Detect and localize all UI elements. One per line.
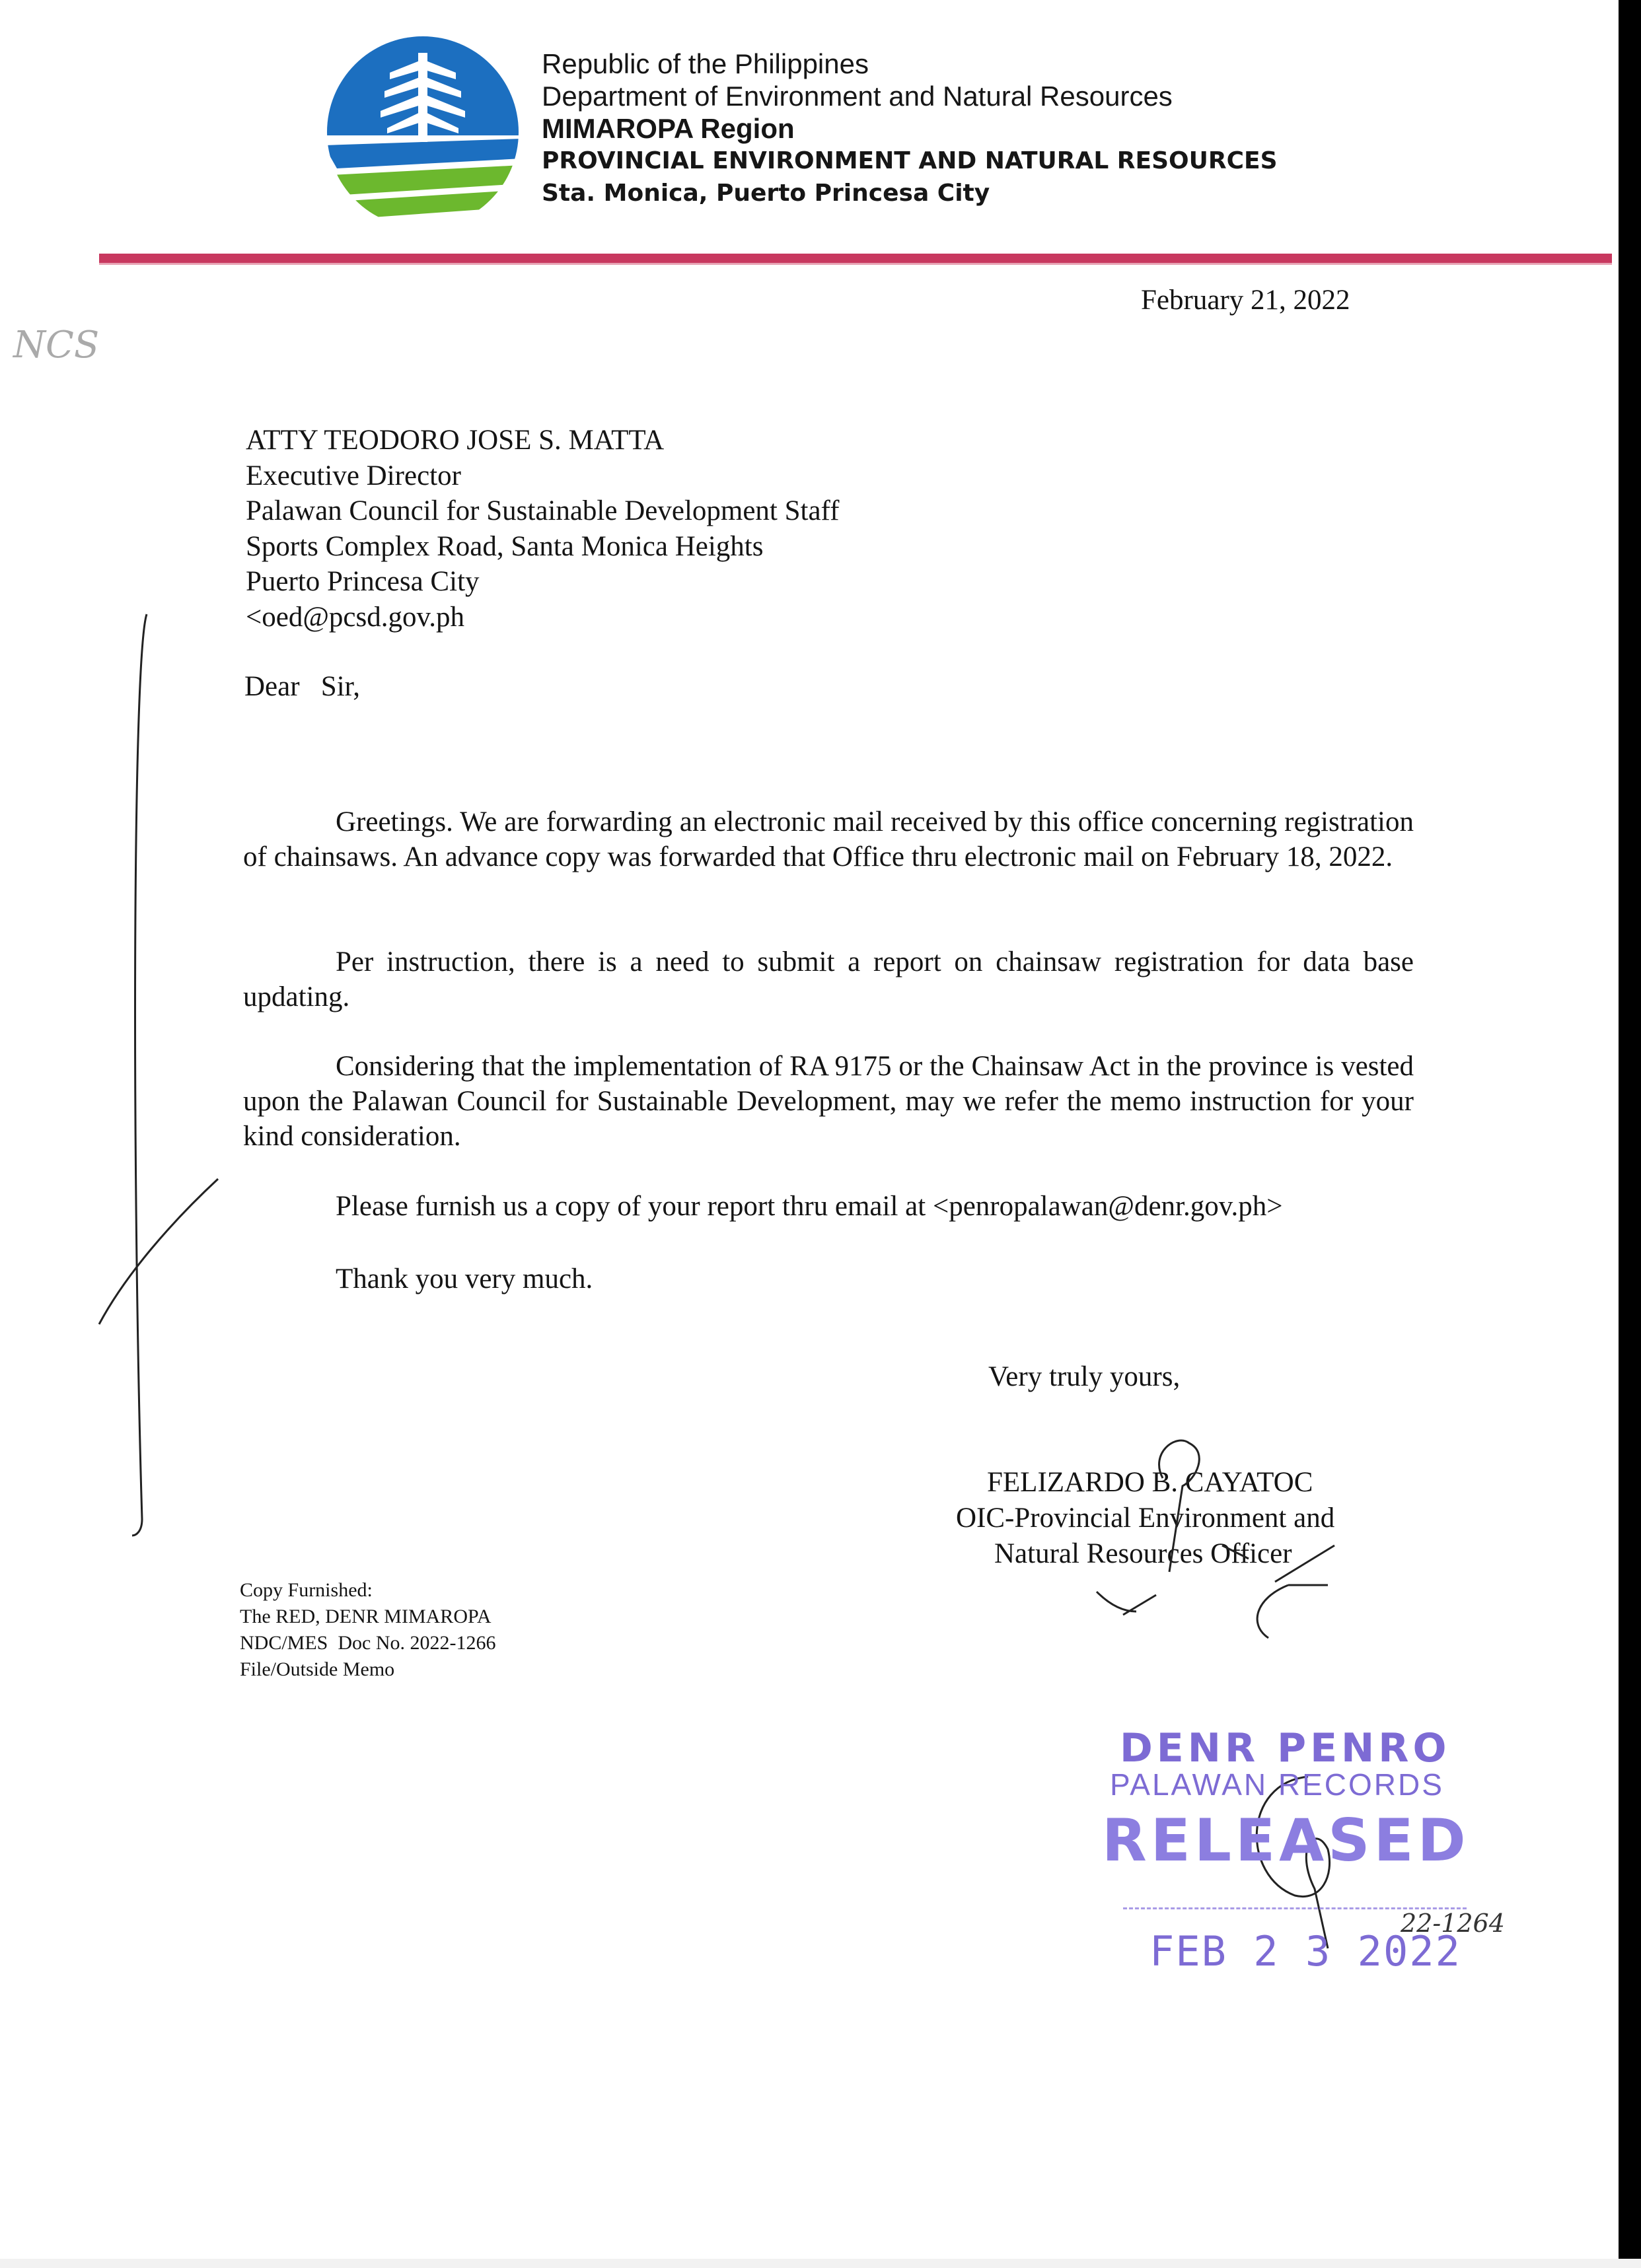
cc-line-1: The RED, DENR MIMAROPA (240, 1606, 492, 1627)
stamp-date: FEB 2 3 2022 (1149, 1927, 1461, 1975)
body-paragraph-1: Greetings. We are forwarding an electronic mail received by this office concerning registration of chainsaws. An advance copy was forwarded that Office thru electronic mail on February 18, 2022. (243, 806, 1414, 872)
margin-bracket (132, 614, 147, 1536)
recipient-street: Sports Complex Road, Santa Monica Heights (246, 530, 764, 562)
stamp-records: PALAWAN RECORDS (1110, 1767, 1444, 1802)
recipient-name: ATTY TEODORO JOSE S. MATTA (246, 425, 665, 456)
recipient-title: Executive Director (246, 460, 461, 491)
copy-furnished (240, 1577, 496, 1683)
stamp-released: RELEASED (1102, 1806, 1470, 1874)
recipient-org: Palawan Council for Sustainable Development Staff (246, 495, 840, 526)
closing: Very truly yours, (988, 1361, 1181, 1392)
signatory-name: FELIZARDO B. CAYATOC (987, 1467, 1313, 1498)
body-paragraph-2: Per instruction, there is a need to submit a report on chainsaw registration for data base updating. (243, 946, 1414, 1012)
cc-line-2: NDC/MES Doc No. 2022-1266 (240, 1632, 496, 1654)
letter-date: February 21, 2022 (1141, 285, 1350, 316)
body-paragraph-5: Thank you very much. (336, 1263, 593, 1294)
department-line: Department of Environment and Natural Resources (542, 81, 1173, 112)
signature (1097, 1440, 1334, 1638)
stamp-office: DENR PENRO (1120, 1725, 1451, 1771)
region-line: MIMAROPA Region (542, 113, 795, 144)
office-line: PROVINCIAL ENVIRONMENT AND NATURAL RESOURCES (542, 147, 1278, 174)
recipient-email: <oed@pcsd.gov.ph (246, 601, 464, 633)
signatory-title-2: Natural Resources Officer (994, 1538, 1292, 1569)
cc-line-3: File/Outside Memo (240, 1658, 395, 1680)
body-paragraph-3: Considering that the implementation of RA 9175 or the Chainsaw Act in the province is vested upon the Palawan Council for Sustainable Development, may we refer the memo instruction for your kind consideration. (243, 1051, 1414, 1152)
cc-label: Copy Furnished: (240, 1579, 373, 1601)
signatory-title-1: OIC-Provincial Environment and (956, 1503, 1335, 1534)
handwritten-margin-note: NCS (13, 324, 100, 367)
body-paragraph-4: Please furnish us a copy of your report thru email at <penropalawan@denr.gov.ph> (336, 1191, 1283, 1222)
margin-slash (99, 1179, 218, 1324)
address-line: Sta. Monica, Puerto Princesa City (542, 180, 990, 207)
salutation: Dear Sir, (244, 671, 361, 702)
recipient-city: Puerto Princesa City (246, 566, 480, 597)
handwritten-doc-number: 22-1264 (1401, 1909, 1505, 1938)
republic-line: Republic of the Philippines (542, 48, 869, 79)
